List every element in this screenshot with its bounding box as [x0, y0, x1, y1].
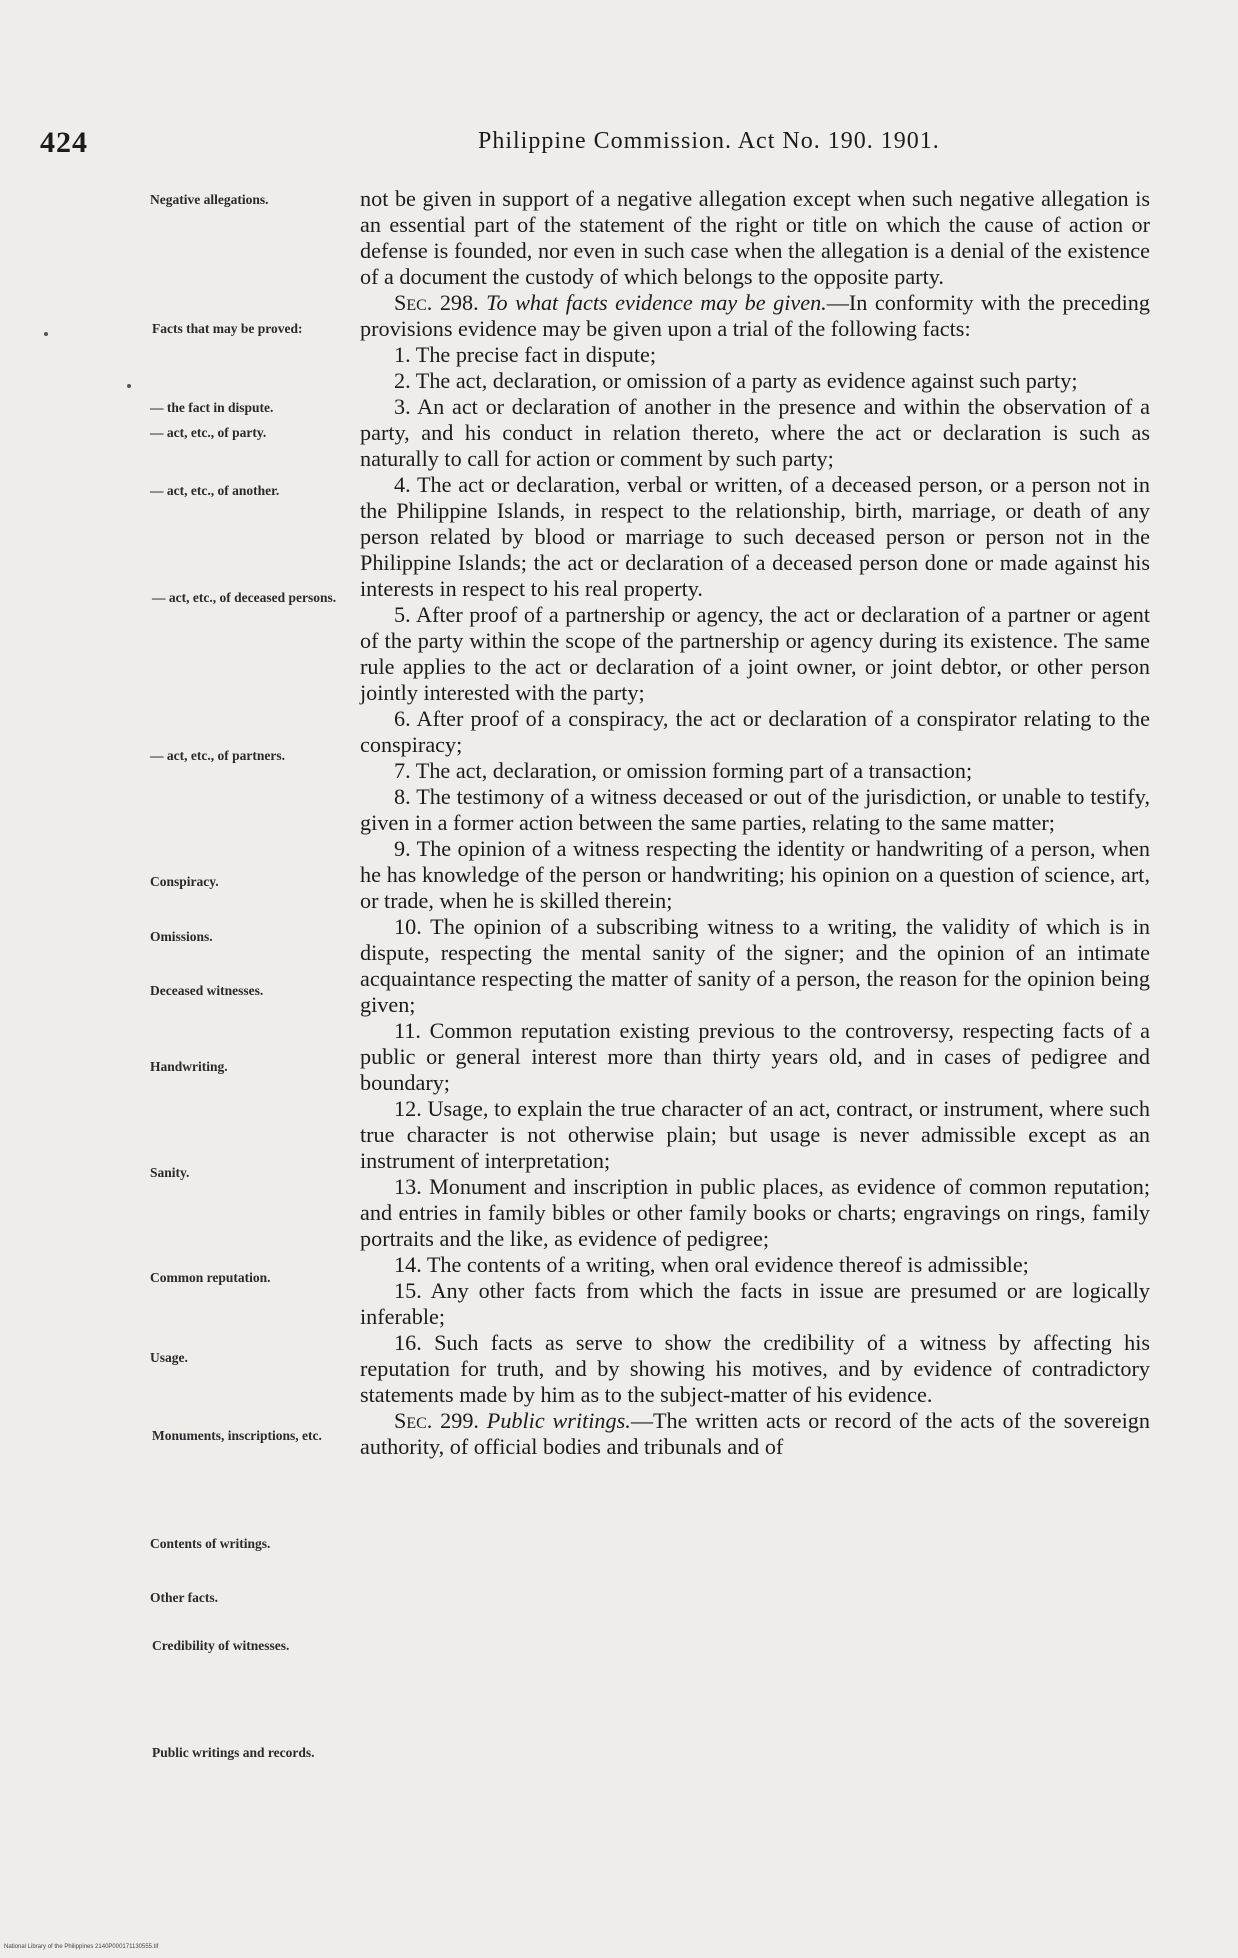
main-text-column: [360, 186, 1150, 1460]
list-item-1: 1. The precise fact in dispute;: [394, 342, 657, 367]
paragraph-negative-allegation: not be given in support of a negative allegation except when such negative allegation is an essential part of the statement of the right or title on which the cause of action or defense is founded, nor even in such case when the allegation is a denial of the existence of a document the custody of which belongs to the opposite party.: [360, 186, 1150, 289]
list-item-13: 13. Monument and inscription in public places, as evidence of common reputation; and entries in family bibles or other family books or charts; engravings on rings, family portraits and the like, as evidence of pedigree;: [360, 1174, 1150, 1251]
margin-note-usage: Usage.: [150, 1350, 188, 1365]
margin-note-fact-in-dispute: — the fact in dispute.: [150, 400, 274, 415]
section-298-text: —In conformity with the preceding provisions evidence may be given upon a trial of the following facts:: [360, 290, 1150, 341]
margin-note-public-writings: Public writings and records.: [152, 1745, 315, 1760]
margin-note-act-of-partners: — act, etc., of partners.: [150, 748, 285, 763]
margin-note-act-of-another: — act, etc., of another.: [150, 483, 280, 498]
margin-note-facts-proved: Facts that may be proved:: [152, 321, 303, 336]
list-item-12: 12. Usage, to explain the true character of an act, contract, or instrument, where such true character is not otherwise plain; but usage is never admissible except as an instrument of interpretation;: [360, 1096, 1150, 1173]
list-item-2: 2. The act, declaration, or omission of a party as evidence against such party;: [394, 368, 1078, 393]
margin-note-contents-of-writings: Contents of writings.: [150, 1536, 271, 1551]
margin-note-credibility: Credibility of witnesses.: [152, 1638, 290, 1653]
section-299-text: —The written acts or record of the acts of the sovereign authority, of official bodies and tribunals and of: [360, 1408, 1150, 1459]
list-item-8: 8. The testimony of a witness deceased or out of the jurisdiction, or unable to testify, given in a former action between the same parties, relating to the same matter;: [360, 784, 1150, 835]
list-item-11: 11. Common reputation existing previous to the controversy, respecting facts of a public or general interest more than thirty years old, and in cases of pedigree and boundary;: [360, 1018, 1150, 1095]
section-298-title: To what facts evidence may be given.: [486, 290, 827, 315]
scan-speck: [44, 332, 48, 336]
margin-note-handwriting: Handwriting.: [150, 1059, 228, 1074]
list-item-5: 5. After proof of a partnership or agency, the act or declaration of a partner or agent of the party within the scope of the partnership or agency during its existence. The same rule applies to the act or declaration of a joint owner, or joint debtor, or other person jointly interested with the party;: [360, 602, 1150, 705]
list-item-14: 14. The contents of a writing, when oral evidence thereof is admissible;: [394, 1252, 1029, 1277]
margin-note-negative-allegations: Negative allegations.: [150, 192, 269, 207]
section-298: [360, 290, 1150, 342]
list-item-4: 4. The act or declaration, verbal or written, of a deceased person, or a person not in the Philippine Islands, in respect to the relationship, birth, marriage, or death of any person related by blood or marriage to such deceased person or person not in the Philippine Islands; the act or declaration of a deceased person done or made against his interests in respect to his real property.: [360, 472, 1150, 601]
section-299: [360, 1408, 1150, 1460]
section-299-title: Public writings.: [486, 1408, 631, 1433]
page-number: 424: [40, 126, 88, 159]
list-item-3: 3. An act or declaration of another in the presence and within the observation of a party, and his conduct in relation thereto, where the act or declaration is such as naturally to call for action or comment by such party;: [360, 394, 1150, 471]
list-item-7: 7. The act, declaration, or omission forming part of a transaction;: [394, 758, 973, 783]
list-item-15: 15. Any other facts from which the facts in issue are presumed or are logically inferable;: [360, 1278, 1150, 1329]
running-head: Philippine Commission. Act No. 190. 1901.: [478, 128, 940, 154]
section-298-label: Sec. 298.: [394, 290, 479, 315]
margin-note-common-reputation: Common reputation.: [150, 1270, 271, 1285]
margin-note-deceased-witnesses: Deceased witnesses.: [150, 983, 264, 998]
margin-note-other-facts: Other facts.: [150, 1590, 218, 1605]
margin-note-sanity: Sanity.: [150, 1165, 190, 1180]
margin-note-act-of-deceased: — act, etc., of deceased persons.: [152, 590, 337, 605]
margin-note-monuments: Monuments, inscriptions, etc.: [152, 1428, 322, 1443]
margin-note-omissions: Omissions.: [150, 929, 213, 944]
list-item-10: 10. The opinion of a subscribing witness to a writing, the validity of which is in dispute, respecting the mental sanity of the signer; and the opinion of an intimate acquaintance respecting the matter of sanity of a person, the reason for the opinion being given;: [360, 914, 1150, 1017]
margin-note-conspiracy: Conspiracy.: [150, 874, 219, 889]
scan-footer: National Library of the Philippines 2140P000171130555.tif: [4, 1944, 159, 1950]
list-item-6: 6. After proof of a conspiracy, the act or declaration of a conspirator relating to the conspiracy;: [360, 706, 1150, 757]
section-299-label: Sec. 299.: [394, 1408, 479, 1433]
margin-note-act-of-party: — act, etc., of party.: [150, 425, 267, 440]
scan-speck: [127, 384, 131, 388]
list-item-16: 16. Such facts as serve to show the credibility of a witness by affecting his reputation for truth, and by showing his motives, and by evidence of contradictory statements made by him as to the subject-matter of his evidence.: [360, 1330, 1150, 1407]
list-item-9: 9. The opinion of a witness respecting the identity or handwriting of a person, when he has knowledge of the person or handwriting; his opinion on a question of science, art, or trade, when he is skilled therein;: [360, 836, 1150, 913]
